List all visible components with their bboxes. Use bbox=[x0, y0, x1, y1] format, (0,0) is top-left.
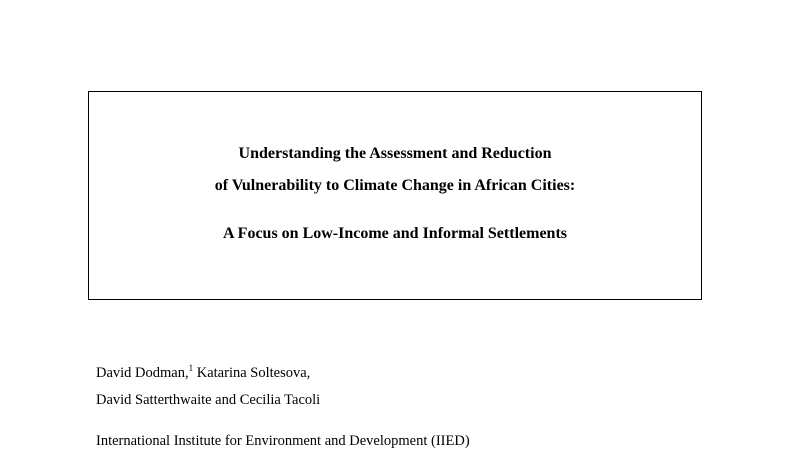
author-line-1 bbox=[96, 364, 310, 382]
author-katarina-soltesova: Katarina Soltesova, bbox=[196, 365, 311, 381]
author-line-2: David Satterthwaite and Cecilia Tacoli bbox=[96, 392, 321, 408]
author-david-dodman: David Dodman, bbox=[96, 365, 189, 381]
subtitle: A Focus on Low-Income and Informal Settlements bbox=[223, 225, 567, 242]
title-line-2: of Vulnerability to Climate Change in African Cities: bbox=[214, 177, 576, 194]
footnote-marker[interactable]: 1 bbox=[188, 363, 194, 373]
title-line-1: Understanding the Assessment and Reduction bbox=[238, 145, 552, 162]
title-box bbox=[88, 91, 702, 300]
affiliation: International Institute for Environment and Development (IIED) bbox=[96, 433, 470, 449]
